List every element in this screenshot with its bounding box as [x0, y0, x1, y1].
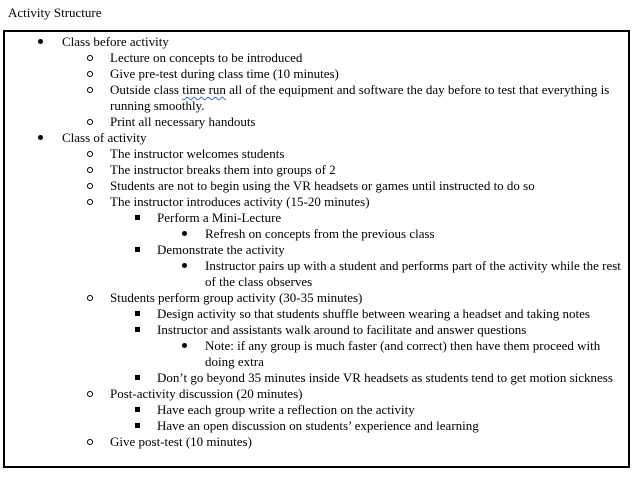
- bullet-square-icon: [135, 215, 140, 220]
- bullet-circle-icon: [87, 87, 93, 93]
- list-item: [5, 290, 622, 306]
- list-item: [5, 370, 622, 386]
- list-item: [5, 50, 622, 66]
- list-item: [5, 178, 622, 194]
- list-item: [5, 210, 622, 226]
- list-item-text: The instructor introduces activity (15-20 minutes): [110, 194, 370, 209]
- list-item-text: Have each group write a reflection on the activity: [157, 402, 415, 417]
- list-item-text: Don’t go beyond 35 minutes inside VR headsets as students tend to get motion sickness: [157, 370, 613, 385]
- list-item-text: Print all necessary handouts: [110, 114, 256, 129]
- list-item: [5, 338, 622, 370]
- bullet-circle-icon: [87, 55, 93, 61]
- list-item: [5, 258, 622, 290]
- list-item-text: Students perform group activity (30-35 minutes): [110, 290, 363, 305]
- list-item-text: The instructor breaks them into groups of 2: [110, 162, 336, 177]
- list-item-text: Give pre-test during class time (10 minutes): [110, 66, 339, 81]
- bullet-circle-icon: [87, 199, 93, 205]
- list-item: [5, 82, 622, 114]
- list-item: [5, 306, 622, 322]
- bullet-square-icon: [135, 247, 140, 252]
- bullet-square-icon: [135, 375, 140, 380]
- list-item-text: Outside class time run all of the equipment and software the day before to test that everything is running smoothly.: [110, 82, 610, 113]
- bullet-square-icon: [135, 327, 140, 332]
- list-item: [5, 226, 622, 242]
- list-item-text: Post-activity discussion (20 minutes): [110, 386, 303, 401]
- list-item: [5, 434, 622, 450]
- list-item: [5, 66, 622, 82]
- bullet-circle-icon: [87, 295, 93, 301]
- grammar-squiggle-underline: time run: [182, 82, 226, 97]
- list-item: [5, 402, 622, 418]
- list-item-text: Students are not to begin using the VR headsets or games until instructed to do so: [110, 178, 535, 193]
- bullet-square-icon: [135, 311, 140, 316]
- list-item: [5, 146, 622, 162]
- list-item-text: Have an open discussion on students’ experience and learning: [157, 418, 479, 433]
- list-item: [5, 322, 622, 338]
- list-item-text: The instructor welcomes students: [110, 146, 285, 161]
- page-title: Activity Structure: [8, 5, 102, 20]
- list-item: [5, 130, 622, 146]
- bullet-circle-icon: [87, 391, 93, 397]
- outline-border-box: [3, 30, 630, 468]
- bullet-circle-icon: [87, 183, 93, 189]
- bullet-disc-icon: [182, 231, 187, 236]
- list-item-text: Design activity so that students shuffle between wearing a headset and taking notes: [157, 306, 590, 321]
- list-item: [5, 162, 622, 178]
- list-item-text: Instructor pairs up with a student and performs part of the activity while the rest of the class observes: [205, 258, 621, 289]
- bullet-list: [5, 32, 628, 450]
- list-item-text: Perform a Mini-Lecture: [157, 210, 282, 225]
- bullet-square-icon: [135, 423, 140, 428]
- list-item-text: Class before activity: [62, 34, 169, 49]
- list-item-text: Instructor and assistants walk around to facilitate and answer questions: [157, 322, 527, 337]
- bullet-circle-icon: [87, 71, 93, 77]
- bullet-circle-icon: [87, 119, 93, 125]
- bullet-disc-icon: [38, 39, 43, 44]
- list-item: [5, 194, 622, 210]
- list-item: [5, 242, 622, 258]
- list-item: [5, 386, 622, 402]
- bullet-disc-icon: [182, 263, 187, 268]
- list-item-text: Note: if any group is much faster (and correct) then have them proceed with doing extra: [205, 338, 601, 369]
- list-item: [5, 418, 622, 434]
- list-item-text: Lecture on concepts to be introduced: [110, 50, 303, 65]
- bullet-disc-icon: [182, 343, 187, 348]
- list-item-text: Give post-test (10 minutes): [110, 434, 252, 449]
- bullet-circle-icon: [87, 151, 93, 157]
- list-item-text: Class of activity: [62, 130, 147, 145]
- list-item-text: Demonstrate the activity: [157, 242, 285, 257]
- bullet-circle-icon: [87, 439, 93, 445]
- bullet-disc-icon: [38, 135, 43, 140]
- list-item-text: Refresh on concepts from the previous class: [205, 226, 435, 241]
- list-item: [5, 114, 622, 130]
- list-item: [5, 34, 622, 50]
- bullet-circle-icon: [87, 167, 93, 173]
- bullet-square-icon: [135, 407, 140, 412]
